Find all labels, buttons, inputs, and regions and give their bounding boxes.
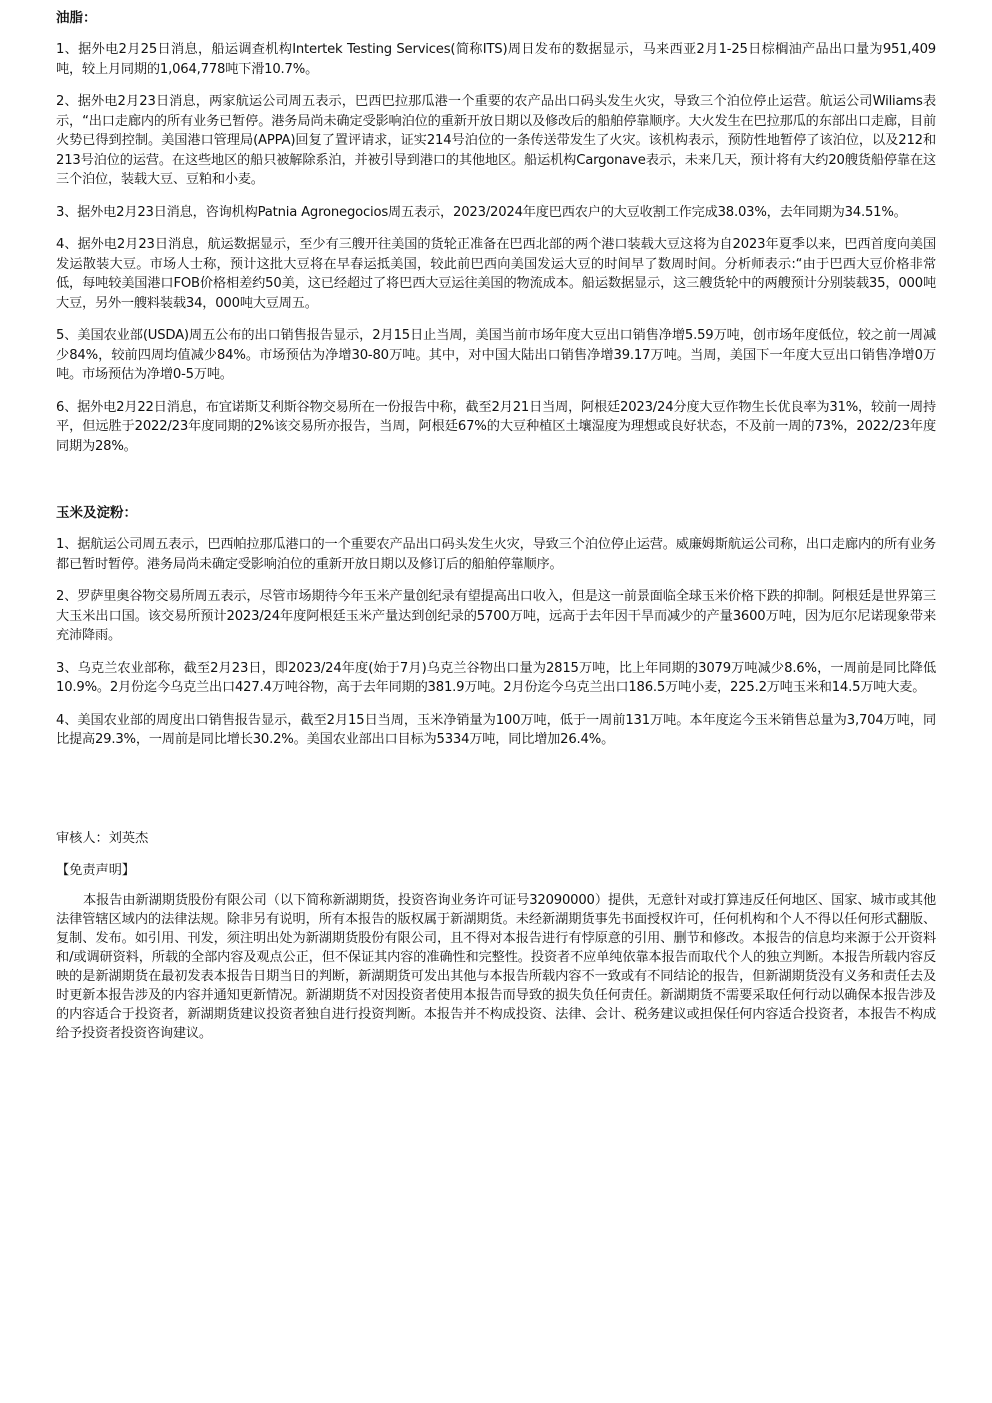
oils-item-4: 4、据外电2月23日消息，航运数据显示，至少有三艘开往美国的货轮正准备在巴西北部的两个港口装载大豆这将为自2023年夏季以来，巴西首度向美国发运散装大豆。市场人士称，预计这批大豆将在早春运抵美国，较此前巴西向美国发运大豆的时间早了数周时间。分析师表示:“由于巴西大豆价格非常低，每吨较美国港口FOB价格相差约50美，这已经超过了将巴西大豆运往美国的物流成本。船运数据显示，这三艘货轮中的两艘预计分别装载35，000吨大豆，另外一艘料装载34，000吨大豆周五。	[56, 237, 936, 311]
corn-item-1: 1、据航运公司周五表示，巴西帕拉那瓜港口的一个重要农产品出口码头发生火灾，导致三个泊位停止运营。威廉姆斯航运公司称，出口走廊内的所有业务都已暂时暂停。港务局尚未确定受影响泊位的重新开放日期以及修订后的船舶停靠顺序。	[56, 537, 936, 572]
oils-item-3: 3、据外电2月23日消息，咨询机构Patnia Agronegocios周五表示，2023/2024年度巴西农户的大豆收割工作完成38.03%，去年同期为34.51%。	[56, 204, 907, 220]
corn-item-4: 4、美国农业部的周度出口销售报告显示，截至2月15日当周，玉米净销量为100万吨，低于一周前131万吨。本年度迄今玉米销售总量为3,704万吨，同比提高29.3%，一周前是同比增长30.2%。美国农业部出口目标为5334万吨，同比增加26.4%。	[56, 712, 936, 747]
section-title-corn: 玉米及淀粉：	[56, 505, 137, 521]
disclaimer-title: 【免责声明】	[56, 862, 136, 878]
section-title-oils: 油脂：	[56, 10, 97, 26]
disclaimer-body: 本报告由新湖期货股份有限公司（以下简称新湖期货，投资咨询业务许可证号32090000）提供，无意针对或打算违反任何地区、国家、城市或其他法律管辖区域内的法律法规。除非另有说明，所有本报告的版权属于新湖期货。未经新湖期货事先书面授权许可，任何机构和个人不得以任何形式翻版、复制、发布。如引用、刊发，须注明出处为新湖期货股份有限公司，且不得对本报告进行有悖原意的引用、删节和修改。本报告的信息均来源于公开资料和/或调研资料，所载的全部内容及观点公正，但不保证其内容的准确性和完整性。投资者不应单纯依靠本报告而取代个人的独立判断。本报告所载内容反映的是新湖期货在最初发表本报告日期当日的判断，新湖期货可发出其他与本报告所载内容不一致或有不同结论的报告，但新湖期货没有义务和责任去及时更新本报告涉及的内容并通知更新情况。新湖期货不对因投资者使用本报告而导致的损失负任何责任。新湖期货不需要采取任何行动以确保本报告涉及的内容适合于投资者，新湖期货建议投资者独自进行投资判断。本报告并不构成投资、法律、会计、税务建议或担保任何内容适合投资者，本报告不构成给予投资者投资咨询建议。	[56, 892, 936, 1041]
oils-item-2: 2、据外电2月23日消息，两家航运公司周五表示，巴西巴拉那瓜港一个重要的农产品出口码头发生火灾，导致三个泊位停止运营。航运公司Wiliams表示，“出口走廊内的所有业务已暂停。港务局尚未确定受影响泊位的重新开放日期以及修改后的船舶停靠顺序。大火发生在巴拉那瓜的东部出口走廊，目前火势已得到控制。美国港口管理局(APPA)回复了置评请求，证实214号泊位的一条传送带发生了火灾。该机构表示，预防性地暂停了该泊位，以及212和213号泊位的运营。在这些地区的船只被解除系泊，并被引导到港口的其他地区。船运机构Cargonave表示，未来几天，预计将有大约20艘货船停靠在这三个泊位，装载大豆、豆粕和小麦。	[56, 94, 936, 187]
section-spacer	[56, 763, 936, 829]
oils-item-5: 5、美国农业部(USDA)周五公布的出口销售报告显示，2月15日止当周，美国当前市场年度大豆出口销售净增5.59万吨，创市场年度低位，较之前一周减少84%，较前四周均值减少84%。市场预估为净增30-80万吨。其中，对中国大陆出口销售净增39.17万吨。当周，美国下一年度大豆出口销售净增0万吨。市场预估为净增0-5万吨。	[56, 328, 936, 382]
corn-item-3: 3、乌克兰农业部称，截至2月23日，即2023/24年度(始于7月)乌克兰谷物出口量为2815万吨，比上年同期的3079万吨减少8.6%，一周前是同比降低10.9%。2月份迄今乌克兰出口427.4万吨谷物，高于去年同期的381.9万吨。2月份迄今乌克兰出口186.5万吨小麦，225.2万吨玉米和14.5万吨大麦。	[56, 660, 936, 695]
reviewer-line: 审核人：刘英杰	[56, 830, 149, 846]
section-spacer	[56, 469, 936, 503]
report-page	[56, 8, 936, 1043]
oils-item-6: 6、据外电2月22日消息，布宜诺斯艾利斯谷物交易所在一份报告中称，截至2月21日当周，阿根廷2023/24分度大豆作物生长优良率为31%，较前一周持平，但远胜于2022/23年度同期的2%该交易所亦报告，当周，阿根廷67%的大豆种植区土壤湿度为理想或良好状态，不及前一周的73%，2022/23年度同期为28%。	[56, 399, 936, 454]
oils-item-1: 1、据外电2月25日消息，船运调查机构Intertek Testing Services(简称ITS)周日发布的数据显示，马来西亚2月1-25日棕榈油产品出口量为951,409吨，较上月同期的1,064,778吨下滑10.7%。	[56, 42, 936, 77]
corn-item-2: 2、罗萨里奥谷物交易所周五表示，尽管市场期待今年玉米产量创纪录有望提高出口收入，但是这一前景面临全球玉米价格下跌的抑制。阿根廷是世界第三大玉米出口国。该交易所预计2023/24年度阿根廷玉米产量达到创纪录的5700万吨，远高于去年因干旱而减少的产量3600万吨，因为厄尔尼诺现象带来充沛降雨。	[56, 589, 936, 643]
